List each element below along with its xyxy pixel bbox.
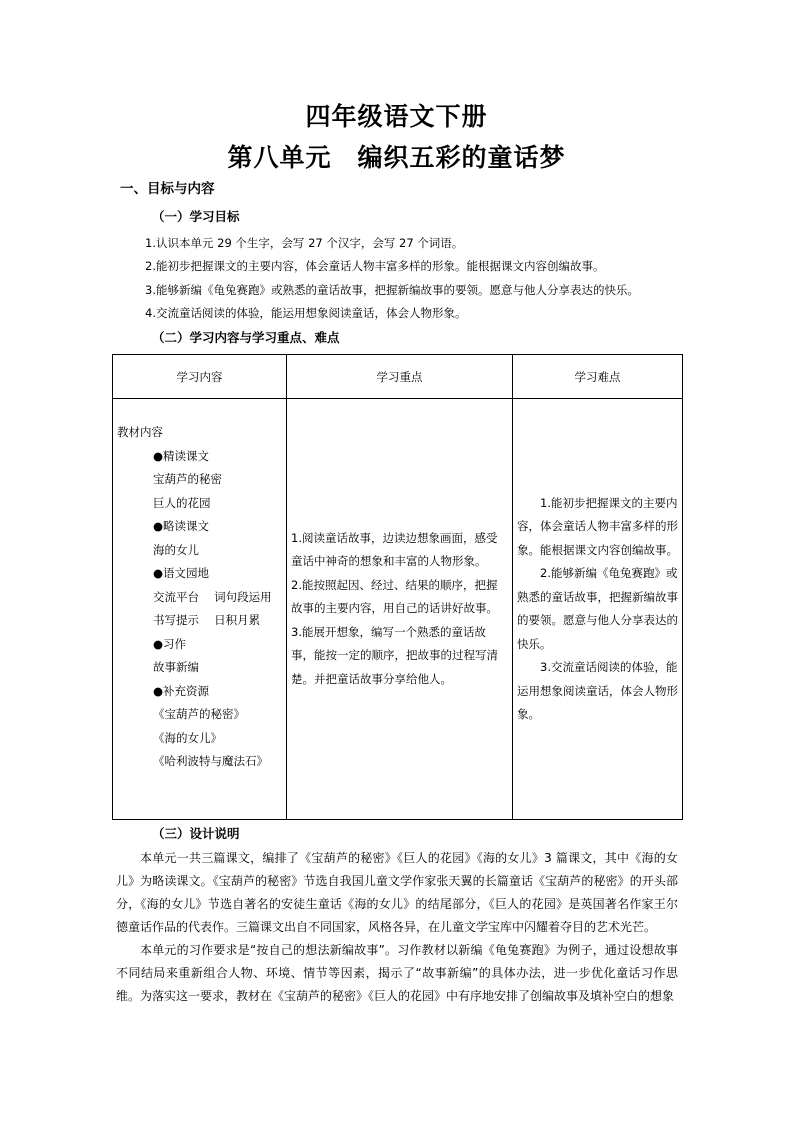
table-header-focus: 学习重点: [287, 355, 513, 399]
content-line: 《宝葫芦的秘密》: [153, 707, 245, 721]
table-header-row: [113, 355, 683, 399]
goal-item: 1.认识本单元 29 个生字，会写 27 个汉字，会写 27 个词语。: [145, 236, 464, 250]
content-line: 宝葫芦的秘密: [153, 472, 222, 486]
content-line: 海的女儿: [153, 542, 199, 557]
content-title: 教材内容: [117, 425, 163, 439]
table-header-content: 学习内容: [113, 355, 287, 399]
design-notes-body: [116, 847, 678, 1008]
learning-content-table: [112, 354, 683, 820]
subheading-content-focus: （二）学习内容与学习重点、难点: [152, 330, 340, 345]
goal-item: 2.能初步把握课文的主要内容，体会童话人物丰富多样的形象。能根据课文内容创编故事。: [145, 259, 605, 273]
content-line: ●略读课文: [153, 519, 210, 533]
focus-item: 2.能按照起因、经过、结果的顺序，把握故事的主要内容，用自己的话讲好故事。: [291, 577, 498, 616]
content-line: ●精读课文: [153, 448, 210, 463]
subheading-learning-goals: （一）学习目标: [152, 209, 240, 224]
content-line: 《哈利波特与魔法石》: [153, 754, 268, 768]
difficulty-item: 3.交流童话阅读的体验，能运用想象阅读童话，体会人物形象。: [517, 660, 678, 721]
table-row: [113, 399, 683, 820]
focus-item: 1.阅读童话故事，边读边想象画面，感受童话中神奇的想象和丰富的人物形象。: [291, 530, 498, 569]
table-header-difficulty: 学习难点: [513, 355, 683, 399]
goal-item: 4.交流童话阅读的体验，能运用想象阅读童话，体会人物形象。: [145, 306, 467, 320]
content-line: 巨人的花园: [153, 495, 211, 510]
body-paragraph: 本单元一共三篇课文，编排了《宝葫芦的秘密》《巨人的花园》《海的女儿》3 篇课文，其中《海的女儿》为略读课文。《宝葫芦的秘密》节选自我国儿童文学作家张天翼的长篇童话《宝葫芦的秘密》的开头部分，《海的女儿》节选自著名的安徒生童话《海的女儿》的结尾部分，《巨人的花园》是英国著名作家王尔德童话作品的代表作。三篇课文出自不同国家，风格各异，在儿童文学宝库中闪耀着夺目的艺术光芒。: [116, 851, 678, 934]
focus-cell: [287, 399, 513, 820]
section-heading-goals-content: 一、目标与内容: [120, 181, 215, 197]
content-cell: [113, 399, 287, 820]
content-line: 书写提示 日积月累: [153, 613, 261, 627]
difficulty-item: 1.能初步把握课文的主要内容，体会童话人物丰富多样的形象。能根据课文内容创编故事。: [517, 495, 678, 557]
subheading-design-notes: （三）设计说明: [152, 826, 240, 841]
difficulty-item: 2.能够新编《龟兔赛跑》或熟悉的童话故事，把握新编故事的要领。愿意与他人分享表达的快乐。: [517, 566, 678, 651]
document-title: 四年级语文下册: [305, 102, 488, 131]
goal-item: 3.能够新编《龟兔赛跑》或熟悉的童话故事，把握新编故事的要领。愿意与他人分享表达的快乐。: [145, 283, 639, 297]
content-line: 《海的女儿》: [153, 730, 222, 745]
content-line: ●习作: [153, 636, 187, 651]
content-line: 交流平台 词句段运用: [153, 589, 272, 604]
unit-title: 第八单元 编织五彩的童话梦: [227, 143, 566, 172]
difficulty-cell: [513, 399, 683, 820]
content-line: ●语文园地: [153, 566, 210, 580]
focus-item: 3.能展开想象，编写一个熟悉的童话故事，能按一定的顺序，把故事的过程写清楚。并把童话故事分享给他人。: [291, 624, 498, 686]
content-line: 故事新编: [153, 660, 199, 674]
body-paragraph: 本单元的习作要求是“按自己的想法新编故事”。习作教材以新编《龟兔赛跑》为例子，通过设想故事不同结局来重新组合人物、环境、情节等因素，揭示了“故事新编”的具体办法，进一步优化童话习作思维。为落实这一要求，教材在《宝葫芦的秘密》《巨人的花园》中有序地安排了创编故事及填补空白的想象: [116, 943, 678, 1003]
content-line: ●补充资源: [153, 683, 210, 698]
